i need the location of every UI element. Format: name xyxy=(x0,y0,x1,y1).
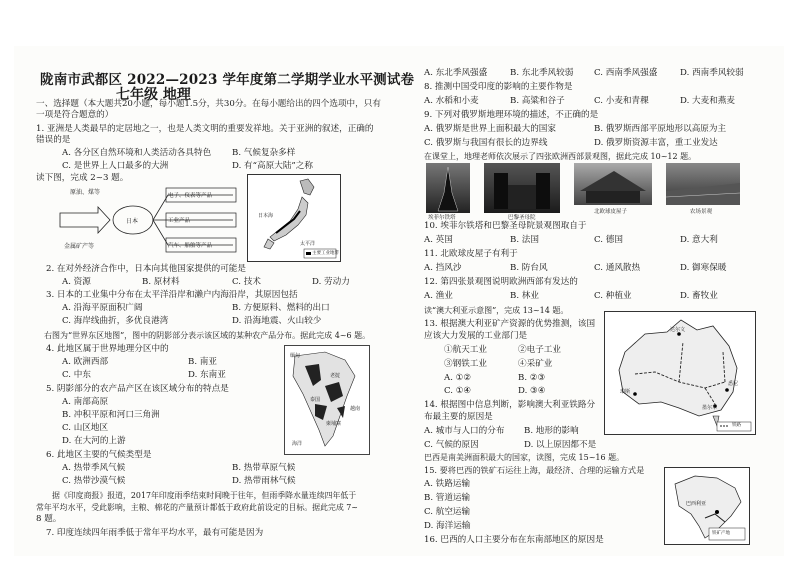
q13-opt-c: C. ①④ xyxy=(444,386,472,396)
q4-opt-d: D. 东南亚 xyxy=(188,370,226,380)
q15-opt-c: C. 航空运输 xyxy=(424,507,471,517)
aus-legend: 铁路 xyxy=(732,423,741,428)
q7-opt-d: D. 西南季风较弱 xyxy=(680,68,744,78)
q12-opt-d: D. 畜牧业 xyxy=(680,291,718,301)
read-13-14: 读“澳大利亚示意图”，完成 13~14 题。 xyxy=(424,306,569,315)
q14-stem-2: 布最主要的原因是 xyxy=(424,412,493,422)
q7-stem: 7. 印度连续四年雨季低于常年平均水平，最有可能是因为 xyxy=(46,528,264,538)
q8-opt-a: A. 水稻和小麦 xyxy=(424,96,479,106)
caption-farm: 农场景观 xyxy=(690,209,713,215)
diagram-input-1: 原油、煤等 xyxy=(70,189,101,196)
read-10-12: 在课堂上，地理老师依次展示了四张欧洲西部景观图，据此完成 10~12 题。 xyxy=(424,152,697,161)
q16-stem: 16. 巴西的人口主要分布在东南部地区的原因是 xyxy=(424,535,604,545)
q3-opt-b: B. 方便原料、燃料的出口 xyxy=(232,303,330,313)
q14-opt-a: A. 城市与人口的分布 xyxy=(424,426,505,436)
q14-opt-d: D. 以上原因都不是 xyxy=(524,440,597,450)
q7-8-passage-2: 常年平均水平，受此影响，主粮、棉花的产量预计都低于政府此前设定的目标。据此完成 7~ xyxy=(36,503,358,512)
q8-opt-b: B. 高粱和谷子 xyxy=(510,96,565,106)
q5-opt-d: D. 在大河的上游 xyxy=(62,436,126,446)
sea-map-label-3: 老挝 xyxy=(330,373,341,379)
aus-label-melbourne: 墨尔本 xyxy=(702,405,718,411)
photo-eiffel-tower xyxy=(426,163,470,213)
q6-opt-c: C. 热带沙漠气候 xyxy=(62,476,126,486)
q5-opt-c: C. 山区地区 xyxy=(62,423,109,433)
japan-map-legend: 主要工业地带 xyxy=(312,251,339,256)
read-15-16: 巴西是南美洲面积最大的国家，读图，完成 15~16 题。 xyxy=(424,453,625,462)
q3-opt-d: D. 沿海地震、火山较少 xyxy=(232,316,322,326)
aus-label-sydney: 悉尼 xyxy=(728,381,739,387)
q6-opt-d: D. 热带雨林气候 xyxy=(232,476,296,486)
q3-opt-a: A. 沿海平原面积广阔 xyxy=(62,303,143,313)
q11-opt-c: C. 通风散热 xyxy=(594,263,641,273)
q13-item-4: ④采矿业 xyxy=(518,359,553,369)
q10-stem: 10. 埃菲尔铁塔和巴黎圣母院景观图取自于 xyxy=(424,221,587,231)
q7-8-passage-3: 8 题。 xyxy=(36,514,62,524)
diagram-center: 日本 xyxy=(126,218,139,225)
aus-label-darwin: 达尔文 xyxy=(670,327,686,333)
q4-opt-c: C. 中东 xyxy=(62,370,91,380)
q4-stem: 4. 此地区属于世界地理分区中的 xyxy=(46,344,169,354)
q6-opt-a: A. 热带季风气候 xyxy=(62,463,126,473)
q13-opt-a: A. ①② xyxy=(444,373,472,383)
q12-stem: 12. 第四张景观图说明欧洲西部有发达的 xyxy=(424,277,578,287)
q1-opt-a: A. 各分区自然环境和人类活动各具特色 xyxy=(62,148,212,158)
q13-item-2: ②电子工业 xyxy=(518,345,561,355)
q13-item-1: ①航天工业 xyxy=(444,345,487,355)
q9-stem: 9. 下列对俄罗斯地理环境的描述，不正确的是 xyxy=(424,110,599,120)
q5-stem: 5. 阴影部分的农产品产区在该区域分布的特点是 xyxy=(46,384,229,394)
q11-opt-b: B. 防台风 xyxy=(510,263,548,273)
q-intro-2: 一项是符合题意的） xyxy=(36,110,114,120)
q2-opt-d: D. 劳动力 xyxy=(312,277,350,287)
q5-opt-a: A. 南部高原 xyxy=(62,397,109,407)
photo-nordic-house xyxy=(574,163,652,205)
q12-opt-c: C. 种植业 xyxy=(594,291,632,301)
caption-eiffel: 埃菲尔铁塔 xyxy=(428,215,456,221)
sea-map-label-4: 越南 xyxy=(350,406,361,412)
q10-opt-d: D. 意大利 xyxy=(680,235,718,245)
exam-subtitle: 七年级 地理 xyxy=(116,87,191,103)
q3-opt-c: C. 海岸线曲折，多优良港湾 xyxy=(62,316,169,326)
q13-opt-d: D. ③④ xyxy=(518,386,546,396)
japan-map-ocean: 太平洋 xyxy=(300,241,316,247)
southeast-asia-map xyxy=(284,345,370,455)
q11-stem: 11. 北欧球皮屋子有利于 xyxy=(424,249,518,259)
q2-stem: 2. 在对外经济合作中，日本向其他国家提供的可能是 xyxy=(46,264,246,274)
q4-opt-b: B. 南亚 xyxy=(188,357,217,367)
q8-opt-c: C. 小麦和青稞 xyxy=(594,96,649,106)
q10-opt-a: A. 英国 xyxy=(424,235,453,245)
brazil-map xyxy=(664,467,750,545)
q12-opt-b: B. 林业 xyxy=(510,291,539,301)
q1-opt-c: C. 是世界上人口最多的大洲 xyxy=(62,161,169,171)
q9-opt-c: C. 俄罗斯与我国有很长的边界线 xyxy=(424,138,548,148)
q13-stem-1: 13. 根据澳大利亚矿产资源的优势推测，该国 xyxy=(424,319,596,329)
q1-stem: 1. 亚洲是人类最早的定居地之一，也是人类文明的重要发祥地。关于亚洲的叙述，正确的 xyxy=(36,124,374,134)
q15-opt-b: B. 管道运输 xyxy=(424,493,471,503)
caption-notre-dame: 巴黎圣母院 xyxy=(508,215,536,221)
q1-opt-b: B. 气候复杂多样 xyxy=(232,148,296,158)
q7-8-passage-1: 据《印度商报》报道，2017年印度雨季结束时间晚于往年，但雨季降水量连续四年低于 xyxy=(52,491,357,500)
q6-stem: 6. 此地区主要的气候类型是 xyxy=(46,450,152,460)
q4-opt-a: A. 欧洲西部 xyxy=(62,357,109,367)
q3-stem: 3. 日本的工业集中分布在太平洋沿岸和濑户内海沿岸，其原因包括 xyxy=(46,290,298,300)
q9-opt-a: A. 俄罗斯是世界上面积最大的国家 xyxy=(424,124,556,134)
q14-stem-1: 14. 根据图中信息判断，影响澳大利亚铁路分 xyxy=(424,400,596,410)
q15-opt-d: D. 海洋运输 xyxy=(424,521,471,531)
q11-opt-d: D. 御寒保暖 xyxy=(680,263,727,273)
q14-opt-c: C. 气候的原因 xyxy=(424,440,479,450)
q15-stem: 15. 要将巴西的铁矿石运往上海，最经济、合理的运输方式是 xyxy=(424,465,645,475)
caption-nordic-house: 北欧球皮屋子 xyxy=(594,209,628,215)
read-2-3: 读下图，完成 2~3 题。 xyxy=(36,173,129,183)
q-intro-1: 一、选择题（本大题共20小题，每小题1.5分，共30分。在每小题给出的四个选项中，只有 xyxy=(36,99,381,109)
sea-map-label-5: 柬埔寨 xyxy=(326,421,342,427)
q10-opt-b: B. 法国 xyxy=(510,235,539,245)
q2-opt-a: A. 资源 xyxy=(62,277,91,287)
aus-label-perth: 珀斯 xyxy=(620,389,631,395)
q9-opt-b: B. 俄罗斯西部平原地形以高原为主 xyxy=(594,124,727,134)
diagram-input-2: 金属矿产等 xyxy=(64,243,95,250)
exam-title: 陇南市武都区 2022—2023 学年度第二学期学业水平测试卷 xyxy=(40,72,415,88)
q5-opt-b: B. 冲积平原和河口三角洲 xyxy=(62,410,160,420)
brazil-label-ore: 铁矿产地 xyxy=(712,531,730,536)
q9-opt-d: D. 俄罗斯资源丰富，重工业发达 xyxy=(594,138,718,148)
q1-opt-d: D. 有“高原大陆”之称 xyxy=(232,161,313,171)
q13-item-3: ③钢铁工业 xyxy=(444,359,487,369)
q1-stem-2: 错误的是 xyxy=(36,135,71,145)
q7-opt-a: A. 东北季风强盛 xyxy=(424,68,488,78)
q12-opt-a: A. 渔业 xyxy=(424,291,453,301)
read-4-6: 右图为“世界东区地图”，图中的阴影部分表示该区域的某种农产品分布。据此完成 4~6 题。 xyxy=(44,331,371,340)
q13-stem-2: 应该大力发展的工业部门是 xyxy=(424,331,528,341)
q2-opt-c: C. 技术 xyxy=(232,277,261,287)
diagram-output-3: 汽车、船舶等产品 xyxy=(168,243,213,249)
brazil-label-brasilia: 巴西利亚 xyxy=(686,501,707,507)
q15-opt-a: A. 铁路运输 xyxy=(424,479,471,489)
photo-farm-landscape xyxy=(666,163,740,205)
sea-map-label-1: 缅甸 xyxy=(290,353,301,359)
sea-map-label-6: 海洋 xyxy=(292,441,303,447)
q6-opt-b: B. 热带草原气候 xyxy=(232,463,296,473)
q14-opt-b: B. 地形的影响 xyxy=(524,426,579,436)
japan-map-sea: 日本海 xyxy=(258,213,274,219)
q2-opt-b: B. 原材料 xyxy=(142,277,180,287)
q13-opt-b: B. ②③ xyxy=(518,373,546,383)
diagram-output-1: 电子、仪表等产品 xyxy=(168,193,213,199)
q7-opt-b: B. 东北季风较弱 xyxy=(510,68,574,78)
q10-opt-c: C. 德国 xyxy=(594,235,623,245)
photo-notre-dame xyxy=(484,163,560,213)
q8-opt-d: D. 大麦和燕麦 xyxy=(680,96,736,106)
sea-map-label-2: 泰国 xyxy=(310,397,321,403)
q8-stem: 8. 推测中国受印度的影响的主要作物是 xyxy=(424,82,573,92)
diagram-output-2: 工业产品 xyxy=(168,218,191,224)
q11-opt-a: A. 挡风沙 xyxy=(424,263,462,273)
q7-opt-c: C. 西南季风强盛 xyxy=(594,68,658,78)
